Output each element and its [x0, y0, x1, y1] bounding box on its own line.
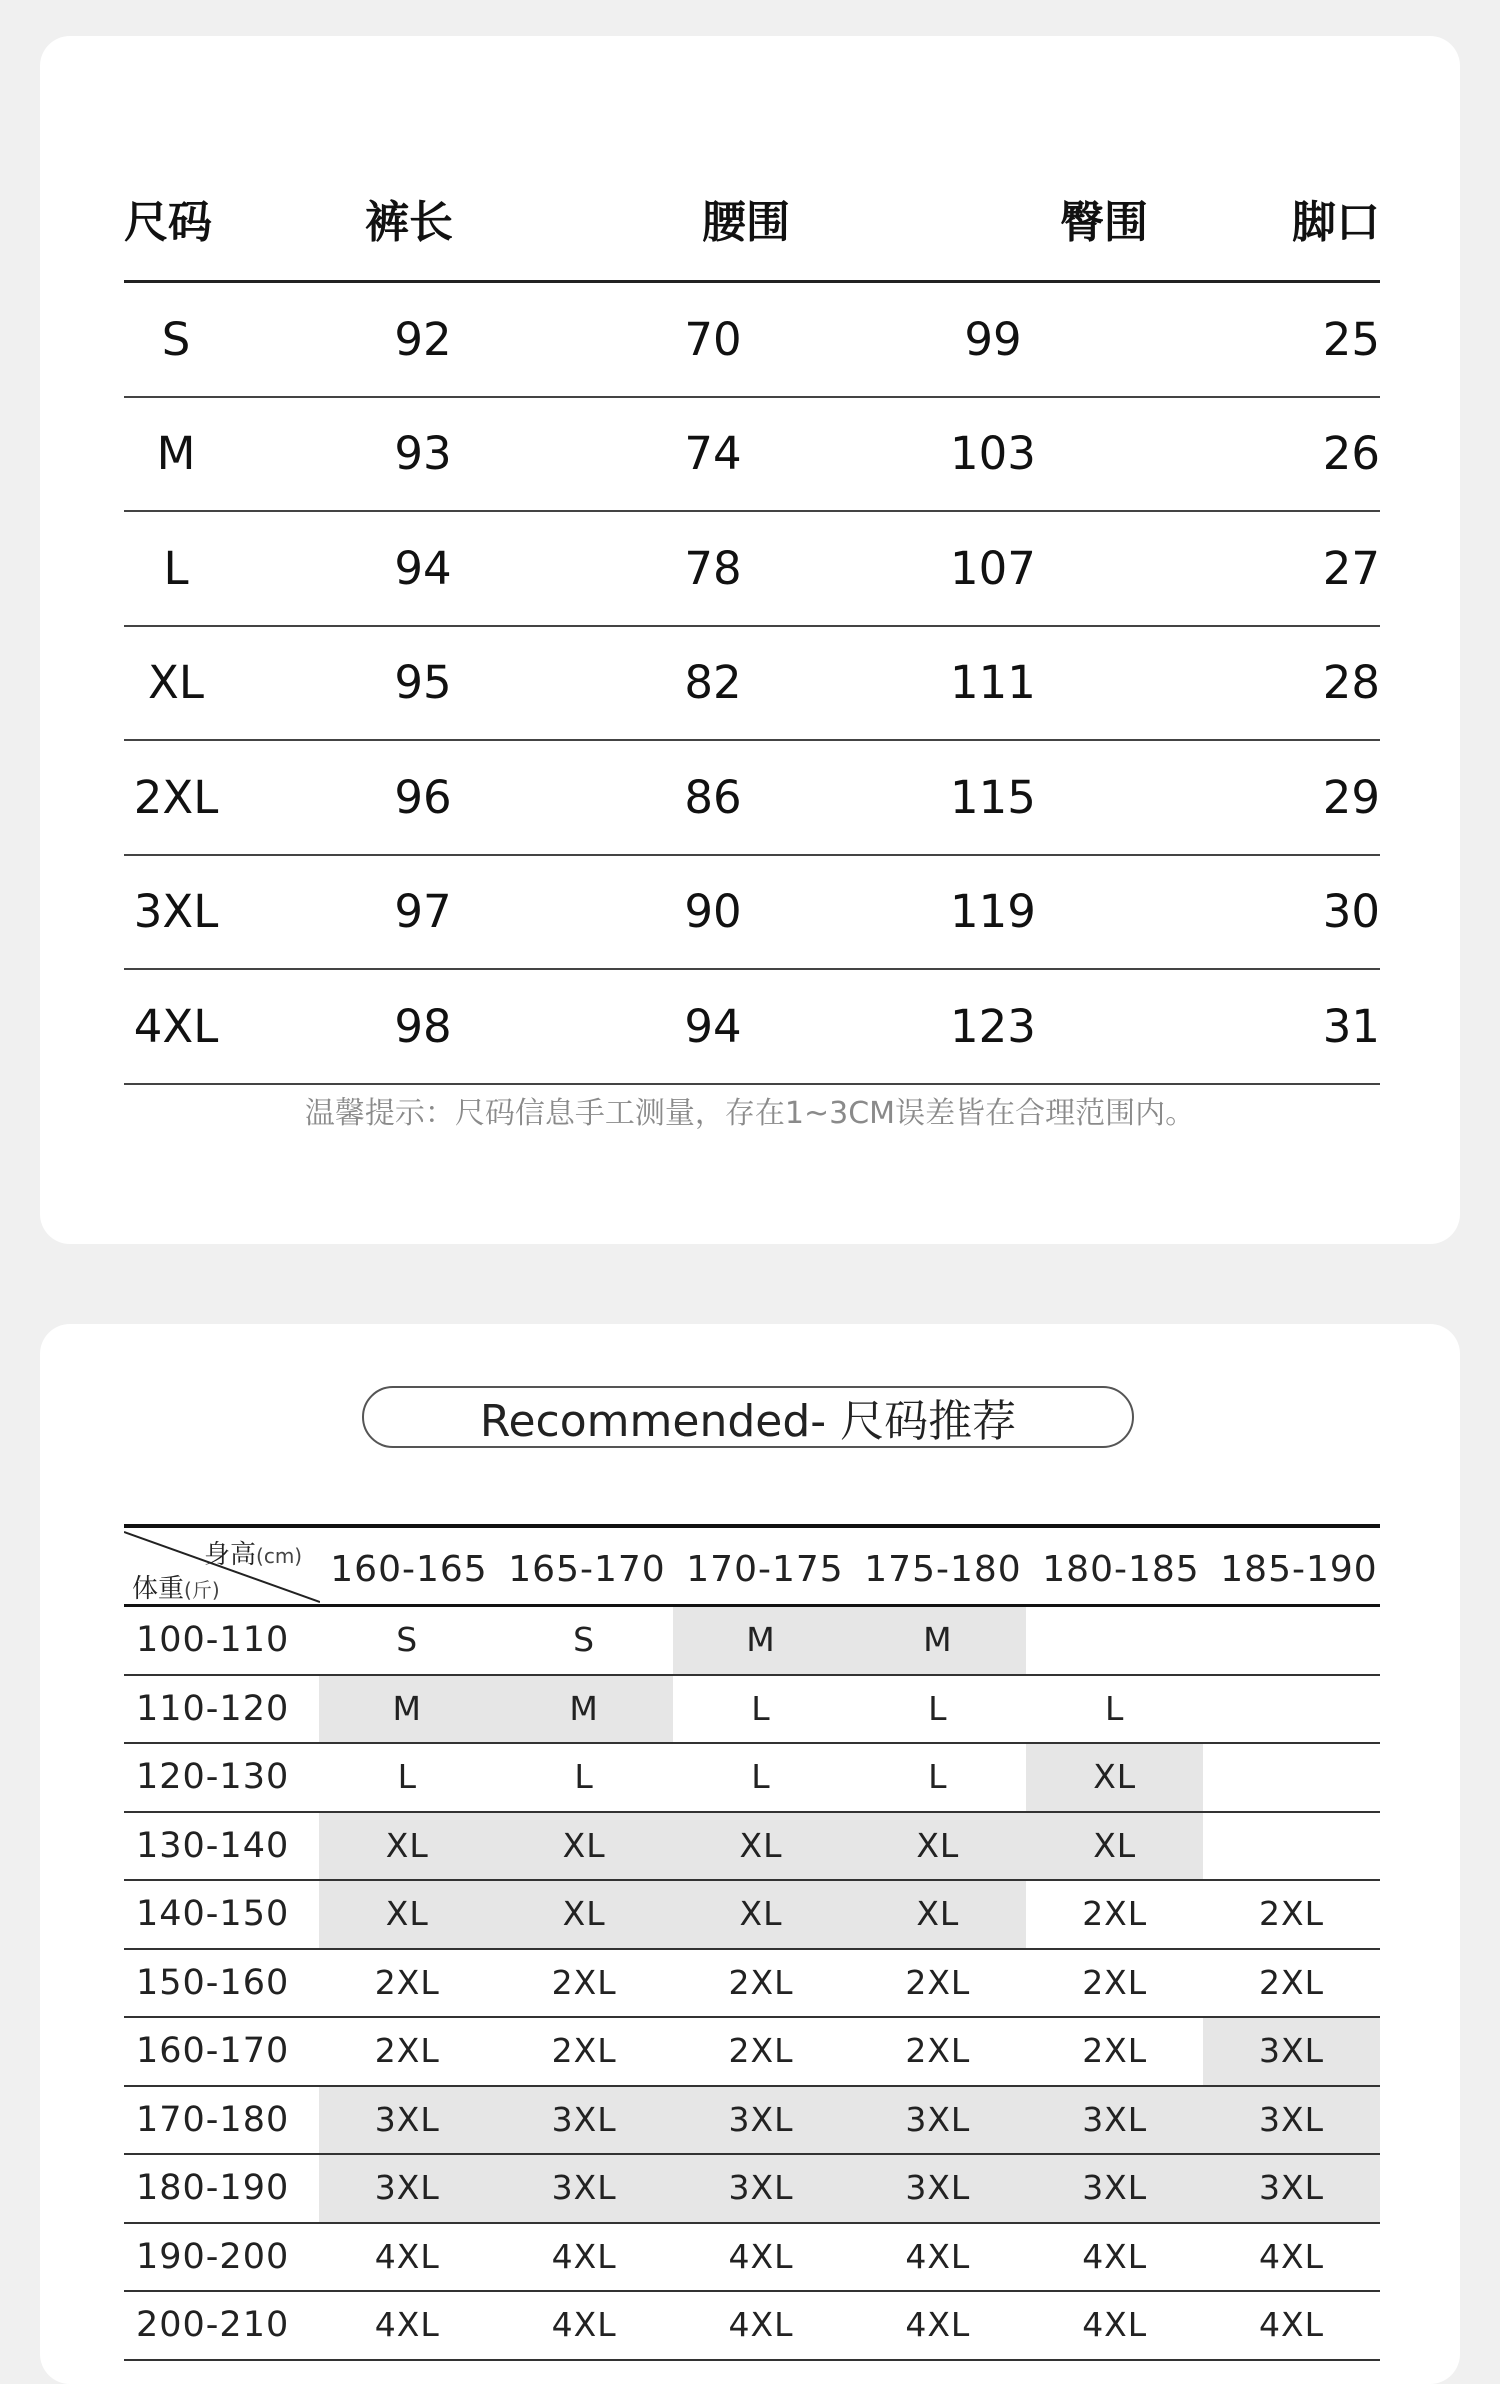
weight-range: 170-180 [136, 2099, 290, 2140]
cell-hip: 107 [950, 541, 1036, 595]
recommended-size-cell: 4XL [905, 2305, 971, 2344]
recommended-size-cell: 2XL [374, 1962, 440, 2002]
cell-hip: 99 [964, 312, 1022, 366]
cell-size: 2XL [133, 770, 219, 824]
cell-hem: 25 [1322, 312, 1380, 366]
cell-size: XL [148, 656, 204, 710]
recommendation-row [124, 1607, 1380, 1676]
height-range-headers [320, 1528, 1388, 1604]
recommended-size-cell: XL [849, 1881, 1026, 1948]
recommended-size-cell: M [849, 1607, 1026, 1674]
cell-hem: 31 [1322, 999, 1380, 1053]
recommended-size-cell: 3XL [319, 2087, 496, 2154]
recommendation-row [124, 1744, 1380, 1813]
recommendation-row [124, 2018, 1380, 2087]
recommended-size-cell: 4XL [374, 2236, 440, 2276]
recommended-size-cell: 4XL [1082, 2236, 1148, 2276]
cell-hip: 119 [950, 885, 1036, 939]
header-size: 尺码 [124, 197, 212, 248]
weight-range: 180-190 [136, 2168, 290, 2208]
size-table-body [124, 283, 1380, 1085]
cell-size: M [156, 427, 196, 481]
cell-length: 95 [394, 656, 452, 710]
recommended-size-cell: 3XL [1026, 2087, 1203, 2154]
recommended-size-cell: XL [319, 1813, 496, 1880]
cell-size: L [163, 541, 189, 595]
recommendation-row [124, 2087, 1380, 2156]
recommendation-header [124, 1528, 1380, 1607]
recommended-size-cell: 2XL [374, 2031, 440, 2070]
recommended-size-cell: XL [496, 1813, 673, 1880]
recommended-size-cell: 2XL [1082, 1894, 1148, 1933]
recommendation-card [40, 1324, 1460, 2384]
recommended-size-cell: 2XL [728, 2031, 794, 2070]
cell-waist: 82 [684, 656, 742, 710]
header-waist: 腰围 [702, 197, 790, 248]
recommended-title: Recommended- 尺码推荐 [362, 1386, 1134, 1448]
recommended-size-cell: XL [673, 1881, 850, 1948]
size-row [124, 627, 1380, 742]
recommended-size-cell: 4XL [374, 2305, 440, 2344]
height-range-header: 165-170 [508, 1549, 666, 1590]
height-range-header: 180-185 [1042, 1549, 1200, 1590]
recommendation-body [124, 1607, 1380, 2361]
weight-range: 160-170 [136, 2031, 290, 2071]
cell-length: 93 [394, 427, 452, 481]
recommendation-row [124, 2292, 1380, 2361]
recommended-size-cell: 4XL [728, 2305, 794, 2344]
recommended-size-cell: 3XL [1203, 2018, 1380, 2085]
recommended-size-cell: L [397, 1757, 417, 1796]
recommended-size-cell: 2XL [1082, 1962, 1148, 2002]
recommended-size-cell: L [928, 1688, 948, 1728]
cell-hip: 115 [950, 770, 1036, 824]
recommended-size-cell: 3XL [849, 2087, 1026, 2154]
recommended-size-cell: 4XL [1259, 2305, 1325, 2344]
recommendation-row [124, 1813, 1380, 1882]
recommended-size-cell: 2XL [1259, 1894, 1325, 1933]
recommended-size-cell: 3XL [673, 2155, 850, 2222]
recommended-size-cell: 4XL [905, 2236, 971, 2276]
measurement-note: 温馨提示：尺码信息手工测量，存在1~3CM误差皆在合理范围内。 [304, 1096, 1196, 1131]
height-unit: (cm) [256, 1544, 303, 1568]
size-table [124, 156, 1380, 1085]
cell-hem: 26 [1322, 427, 1380, 481]
cell-hip: 123 [950, 999, 1036, 1053]
recommended-size-cell: 4XL [551, 2236, 617, 2276]
recommended-size-cell: 3XL [673, 2087, 850, 2154]
weight-range: 140-150 [136, 1894, 290, 1934]
height-range-header: 175-180 [864, 1549, 1022, 1590]
cell-hem: 27 [1322, 541, 1380, 595]
recommended-size-cell: L [751, 1757, 771, 1796]
recommended-size-cell: L [751, 1688, 771, 1728]
recommended-size-cell [1203, 1676, 1380, 1743]
recommended-size-cell: 3XL [496, 2155, 673, 2222]
cell-size: 4XL [133, 999, 219, 1053]
recommended-size-cell: 2XL [728, 1962, 794, 2002]
weight-range: 150-160 [136, 1962, 290, 2003]
recommended-size-cell: 4XL [728, 2236, 794, 2276]
cell-length: 97 [394, 885, 452, 939]
recommended-size-cell: L [574, 1757, 594, 1796]
height-range-header: 185-190 [1220, 1549, 1378, 1590]
recommendation-row [124, 1676, 1380, 1745]
recommended-size-cell [1203, 1607, 1380, 1674]
size-row [124, 856, 1380, 971]
recommended-size-cell: 2XL [905, 2031, 971, 2070]
recommended-size-cell: XL [1026, 1744, 1203, 1811]
recommended-size-cell: S [573, 1620, 596, 1659]
recommended-size-cell: XL [496, 1881, 673, 1948]
cell-waist: 78 [684, 541, 742, 595]
recommended-size-cell: 4XL [1259, 2236, 1325, 2276]
cell-waist: 94 [684, 999, 742, 1053]
weight-range: 190-200 [136, 2236, 290, 2277]
recommendation-row [124, 2155, 1380, 2224]
recommended-size-cell: 3XL [496, 2087, 673, 2154]
cell-size: S [161, 312, 191, 366]
size-row [124, 398, 1380, 513]
height-range-header: 160-165 [330, 1549, 488, 1590]
cell-size: 3XL [133, 885, 219, 939]
recommendation-table [124, 1524, 1380, 2361]
recommendation-row [124, 1950, 1380, 2019]
recommended-size-cell: 2XL [1082, 2031, 1148, 2070]
size-table-header [124, 156, 1380, 283]
recommended-size-cell: 2XL [905, 1962, 971, 2002]
recommendation-row [124, 2224, 1380, 2293]
recommended-size-cell: XL [319, 1881, 496, 1948]
weight-range: 100-110 [136, 1620, 290, 1660]
recommended-size-cell: 3XL [1026, 2155, 1203, 2222]
recommendation-row [124, 1881, 1380, 1950]
recommended-size-cell: L [1105, 1688, 1125, 1728]
weight-range: 120-130 [136, 1757, 290, 1797]
cell-length: 96 [394, 770, 452, 824]
size-row [124, 970, 1380, 1085]
size-row [124, 512, 1380, 627]
cell-length: 94 [394, 541, 452, 595]
cell-waist: 86 [684, 770, 742, 824]
recommended-size-cell: 3XL [849, 2155, 1026, 2222]
recommended-size-cell: M [673, 1607, 850, 1674]
recommended-size-cell: 2XL [551, 2031, 617, 2070]
cell-hip: 111 [950, 656, 1036, 710]
recommended-size-cell: 3XL [1203, 2087, 1380, 2154]
cell-hip: 103 [950, 427, 1036, 481]
recommended-size-cell: S [396, 1620, 419, 1659]
cell-waist: 90 [684, 885, 742, 939]
height-label: 身高 [204, 1540, 257, 1570]
height-axis-label [204, 1534, 302, 1571]
recommended-size-cell: XL [673, 1813, 850, 1880]
cell-waist: 70 [684, 312, 742, 366]
height-range-header: 170-175 [686, 1549, 844, 1590]
recommended-size-cell: 4XL [551, 2305, 617, 2344]
cell-hem: 29 [1322, 770, 1380, 824]
weight-unit: (斤) [184, 1578, 220, 1602]
recommended-size-cell: XL [849, 1813, 1026, 1880]
weight-label: 体重 [132, 1574, 185, 1604]
recommended-size-cell: L [928, 1757, 948, 1796]
recommended-size-cell: 3XL [1203, 2155, 1380, 2222]
recommended-size-cell [1026, 1607, 1203, 1674]
header-hem: 脚口 [1292, 197, 1380, 248]
recommended-size-cell: 4XL [1082, 2305, 1148, 2344]
cell-hem: 28 [1322, 656, 1380, 710]
recommended-size-cell: 2XL [551, 1962, 617, 2002]
cell-length: 92 [394, 312, 452, 366]
recommended-size-cell: M [319, 1676, 496, 1743]
recommended-size-cell: 2XL [1259, 1962, 1325, 2002]
weight-range: 130-140 [136, 1825, 290, 1866]
recommended-size-cell: M [496, 1676, 673, 1743]
size-chart-card [40, 36, 1460, 1244]
cell-hem: 30 [1322, 885, 1380, 939]
recommended-size-cell [1203, 1813, 1380, 1880]
cell-waist: 74 [684, 427, 742, 481]
recommended-size-cell: 3XL [319, 2155, 496, 2222]
weight-range: 110-120 [136, 1688, 290, 1729]
weight-range: 200-210 [136, 2305, 290, 2345]
header-hip: 臀围 [1060, 197, 1148, 248]
recommended-size-cell [1203, 1744, 1380, 1811]
weight-axis-label [132, 1568, 220, 1605]
cell-length: 98 [394, 999, 452, 1053]
header-length: 裤长 [365, 197, 453, 248]
size-row [124, 283, 1380, 398]
recommended-size-cell: XL [1026, 1813, 1203, 1880]
size-row [124, 741, 1380, 856]
